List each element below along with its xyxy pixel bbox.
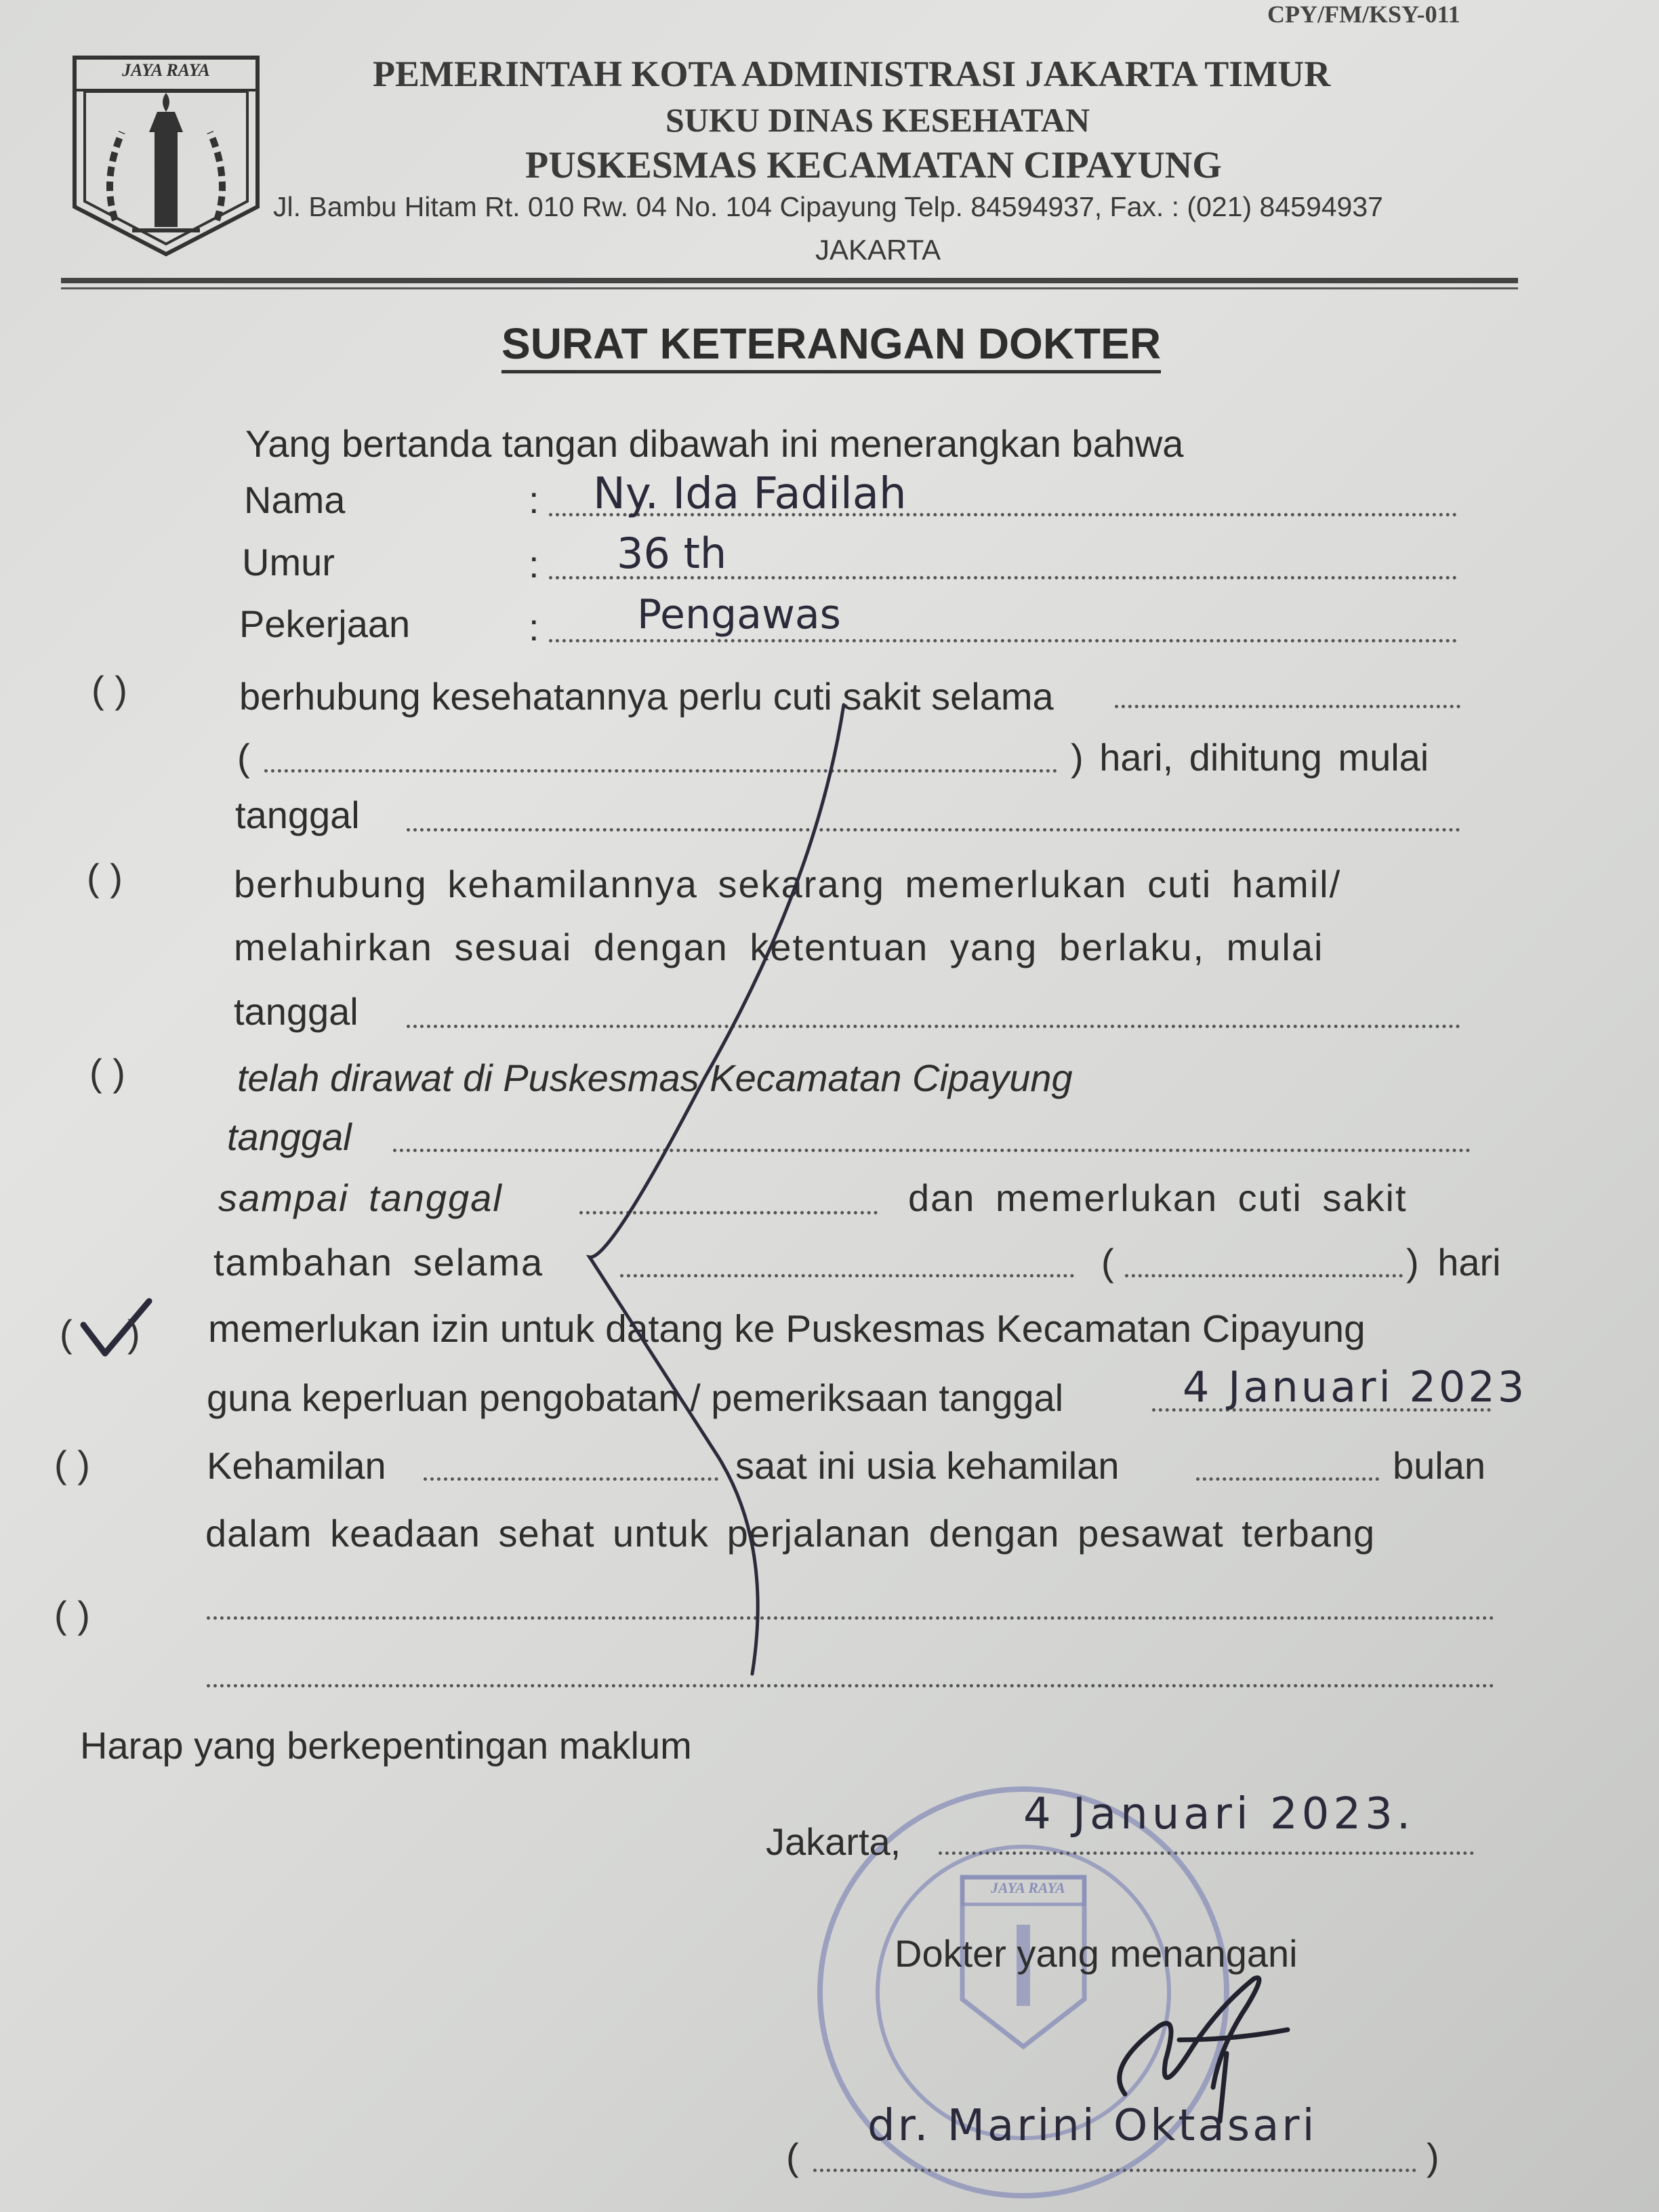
field-colon-nama: : [529, 478, 539, 521]
checkbox-sick-leave[interactable]: ( ) [91, 668, 127, 711]
permit-date-value[interactable]: 4 Januari 2023 [1183, 1362, 1528, 1412]
flight-line-1c: bulan [1393, 1444, 1486, 1487]
form-code: CPY/FM/KSY-011 [1267, 1, 1460, 28]
checkbox-permit-open[interactable]: ( [60, 1312, 73, 1355]
treated-line-4c: ) hari [1406, 1241, 1501, 1284]
checkbox-treated[interactable]: ( ) [89, 1051, 125, 1094]
document-title: SURAT KETERANGAN DOKTER [501, 319, 1161, 373]
pregnant-line-1: berhubung kehamilannya sekarang memerlukan cuti hamil/ [234, 863, 1342, 905]
permit-line-2: guna keperluan pengobatan / pemeriksaan tanggal [207, 1376, 1064, 1419]
treated-line-4b: ( [1101, 1241, 1114, 1284]
signature-date-line [939, 1851, 1474, 1855]
flight-line-1b: saat ini usia kehamilan [735, 1444, 1120, 1487]
sick-line-2-close: ) hari, dihitung mulai [1071, 736, 1429, 779]
signature-place: Jakarta, [766, 1820, 901, 1863]
checkbox-pregnancy-leave[interactable]: ( ) [87, 856, 123, 899]
field-label-nama: Nama [244, 478, 346, 521]
header-line-3: PUSKESMAS KECAMATAN CIPAYUNG [525, 144, 1222, 186]
sick-line-2-open: ( [237, 736, 250, 779]
signature-date-value[interactable]: 4 Januari 2023. [1023, 1789, 1415, 1839]
flight-line-2: dalam keadaan sehat untuk perjalanan dengan pesawat terbang [205, 1512, 1376, 1555]
treated-line-3b: dan memerlukan cuti sakit [908, 1176, 1408, 1219]
field-label-pekerjaan: Pekerjaan [239, 602, 411, 645]
treated-line-3a: sampai tanggal [218, 1176, 503, 1219]
treated-line-1: telah dirawat di Puskesmas Kecamatan Cipayung [237, 1057, 1073, 1099]
doctor-name-close: ) [1427, 2135, 1439, 2178]
treated-line-2: tanggal [227, 1115, 352, 1158]
field-label-umur: Umur [242, 541, 335, 583]
permit-line-1: memerlukan izin untuk datang ke Puskesmas Kecamatan Cipayung [208, 1307, 1366, 1351]
checkbox-permit-close: ) [127, 1312, 140, 1355]
stamp-motto: JAYA RAYA [991, 1879, 1065, 1896]
doctor-name-value[interactable]: dr. Marini Oktasari [867, 2101, 1317, 2151]
treated-line-4a: tambahan selama [213, 1241, 544, 1284]
field-value-pekerjaan[interactable]: Pengawas [637, 591, 841, 638]
field-value-nama[interactable]: Ny. Ida Fadilah [593, 469, 907, 519]
field-value-umur[interactable]: 36 th [617, 529, 727, 578]
intro-text: Yang bertanda tangan dibawah ini menerangkan bahwa [245, 422, 1184, 465]
header-line-1: PEMERINTAH KOTA ADMINISTRASI JAKARTA TIMUR [373, 54, 1331, 94]
doctor-role: Dokter yang menangani [895, 1932, 1298, 1975]
checkbox-pregnancy-flight[interactable]: ( ) [54, 1443, 90, 1486]
doctor-name-open: ( [786, 2135, 799, 2178]
header-line-2: SUKU DINAS KESEHATAN [665, 101, 1090, 139]
sick-line-3: tanggal [235, 794, 360, 836]
pregnant-line-3: tanggal [234, 990, 359, 1033]
doctor-name-line [813, 2169, 1416, 2172]
field-colon-umur: : [529, 543, 539, 586]
sick-line-1: berhubung kesehatannya perlu cuti sakit selama [239, 675, 1054, 718]
pregnant-line-2: melahirkan sesuai dengan ketentuan yang berlaku, mulai [234, 926, 1324, 968]
checkbox-other[interactable]: ( ) [54, 1593, 90, 1636]
flight-line-1a: Kehamilan [207, 1444, 386, 1487]
field-colon-pekerjaan: : [529, 606, 539, 649]
closing-text: Harap yang berkepentingan maklum [80, 1724, 692, 1767]
logo-motto: JAYA RAYA [122, 60, 210, 80]
header-city: JAKARTA [815, 234, 941, 266]
header-address: Jl. Bambu Hitam Rt. 010 Rw. 04 No. 104 Cipayung Telp. 84594937, Fax. : (021) 84594937 [273, 191, 1383, 222]
